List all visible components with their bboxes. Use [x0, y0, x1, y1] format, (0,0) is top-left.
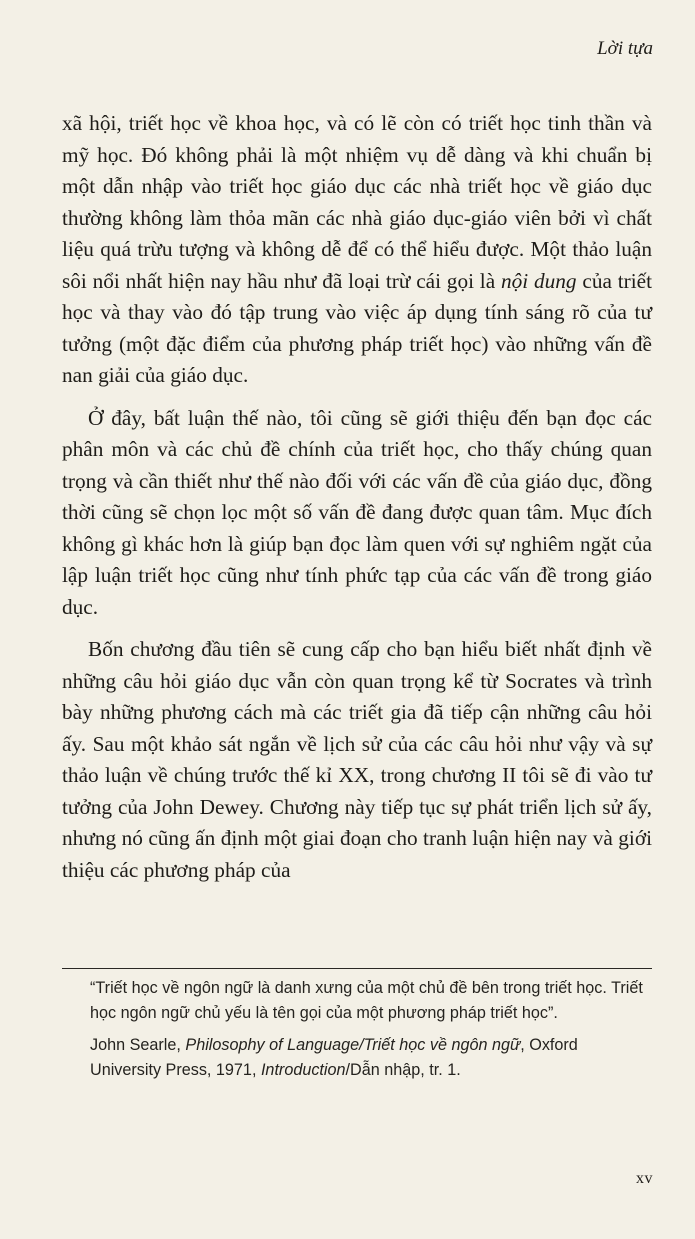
- paragraph-3-text: Bốn chương đầu tiên sẽ cung cấp cho bạn hiểu biết nhất định về những câu hỏi giáo dục vẫn còn quan trọng kể từ Socrates và trình bày những phương cách mà các triết gia đã tiếp cận những câu hỏi ấy. Sau một khảo sát ngắn về lịch sử của các câu hỏi như vậy và sự thảo luận về chúng trước thế kỉ XX, trong chương II tôi sẽ đi vào tư tưởng của John Dewey. Chương này tiếp tục sự phát triển lịch sử ấy, nhưng nó cũng ấn định một giai đoạn cho tranh luận hiện nay và giới thiệu các phương pháp của: [62, 637, 652, 882]
- source-title: Philosophy of Language/Triết học về ngôn ngữ: [185, 1036, 521, 1054]
- paragraph-2-text: Ở đây, bất luận thế nào, tôi cũng sẽ giới thiệu đến bạn đọc các phân môn và các chủ đề chính của triết học, cho thấy chúng quan trọng và cần thiết như thế nào đối với các vấn đề của giáo dục, đồng thời cũng sẽ chọn lọc một số vấn đề đang được quan tâm. Mục đích không gì khác hơn là giúp bạn đọc làm quen với sự nghiêm ngặt của lập luận triết học cũng như tính phức tạp của các vấn đề trong giáo dục.: [62, 405, 652, 619]
- footnote-divider: [62, 968, 652, 969]
- body-text: [62, 108, 652, 886]
- source-end: /Dẫn nhập, tr. 1.: [345, 1060, 461, 1079]
- paragraph-1: [62, 108, 652, 392]
- footnote-source: [90, 1033, 650, 1082]
- paragraph-3: [62, 634, 652, 886]
- source-author: John Searle,: [90, 1036, 186, 1054]
- source-section: Introduction: [260, 1060, 346, 1079]
- footnote: [90, 976, 650, 1082]
- paragraph-1-end: của triết học và thay vào đó tập trung vào việc áp dụng tính sáng rõ của tư tưởng (một đặc điểm của phương pháp triết học) vào những vấn đề nan giải của giáo dục.: [62, 268, 653, 387]
- emphasis-noi-dung: nội dung: [500, 268, 577, 293]
- page-number: xv: [636, 1170, 653, 1187]
- paragraph-2: [62, 403, 652, 624]
- running-head: Lời tựa: [597, 38, 653, 59]
- paragraph-1-start: xã hội, triết học về khoa học, và có lẽ còn có triết học tinh thần và mỹ học. Đó không phải là một nhiệm vụ dễ dàng và khi chuẩn bị một dẫn nhập vào triết học giáo dục các nhà triết học về giáo dục thường không làm thỏa mãn các nhà giáo dục-giáo viên bởi vì chất liệu quá trừu tượng và không dễ để có thể hiểu được. Một thảo luận sôi nổi nhất hiện nay hầu như đã loại trừ cái gọi là: [62, 111, 652, 293]
- source-publisher: , Oxford University Press, 1971,: [90, 1036, 578, 1079]
- footnote-quote: “Triết học về ngôn ngữ là danh xưng của một chủ đề bên trong triết học. Triết học ngôn ngữ chủ yếu là tên gọi của một phương pháp triết học”.: [90, 979, 643, 1022]
